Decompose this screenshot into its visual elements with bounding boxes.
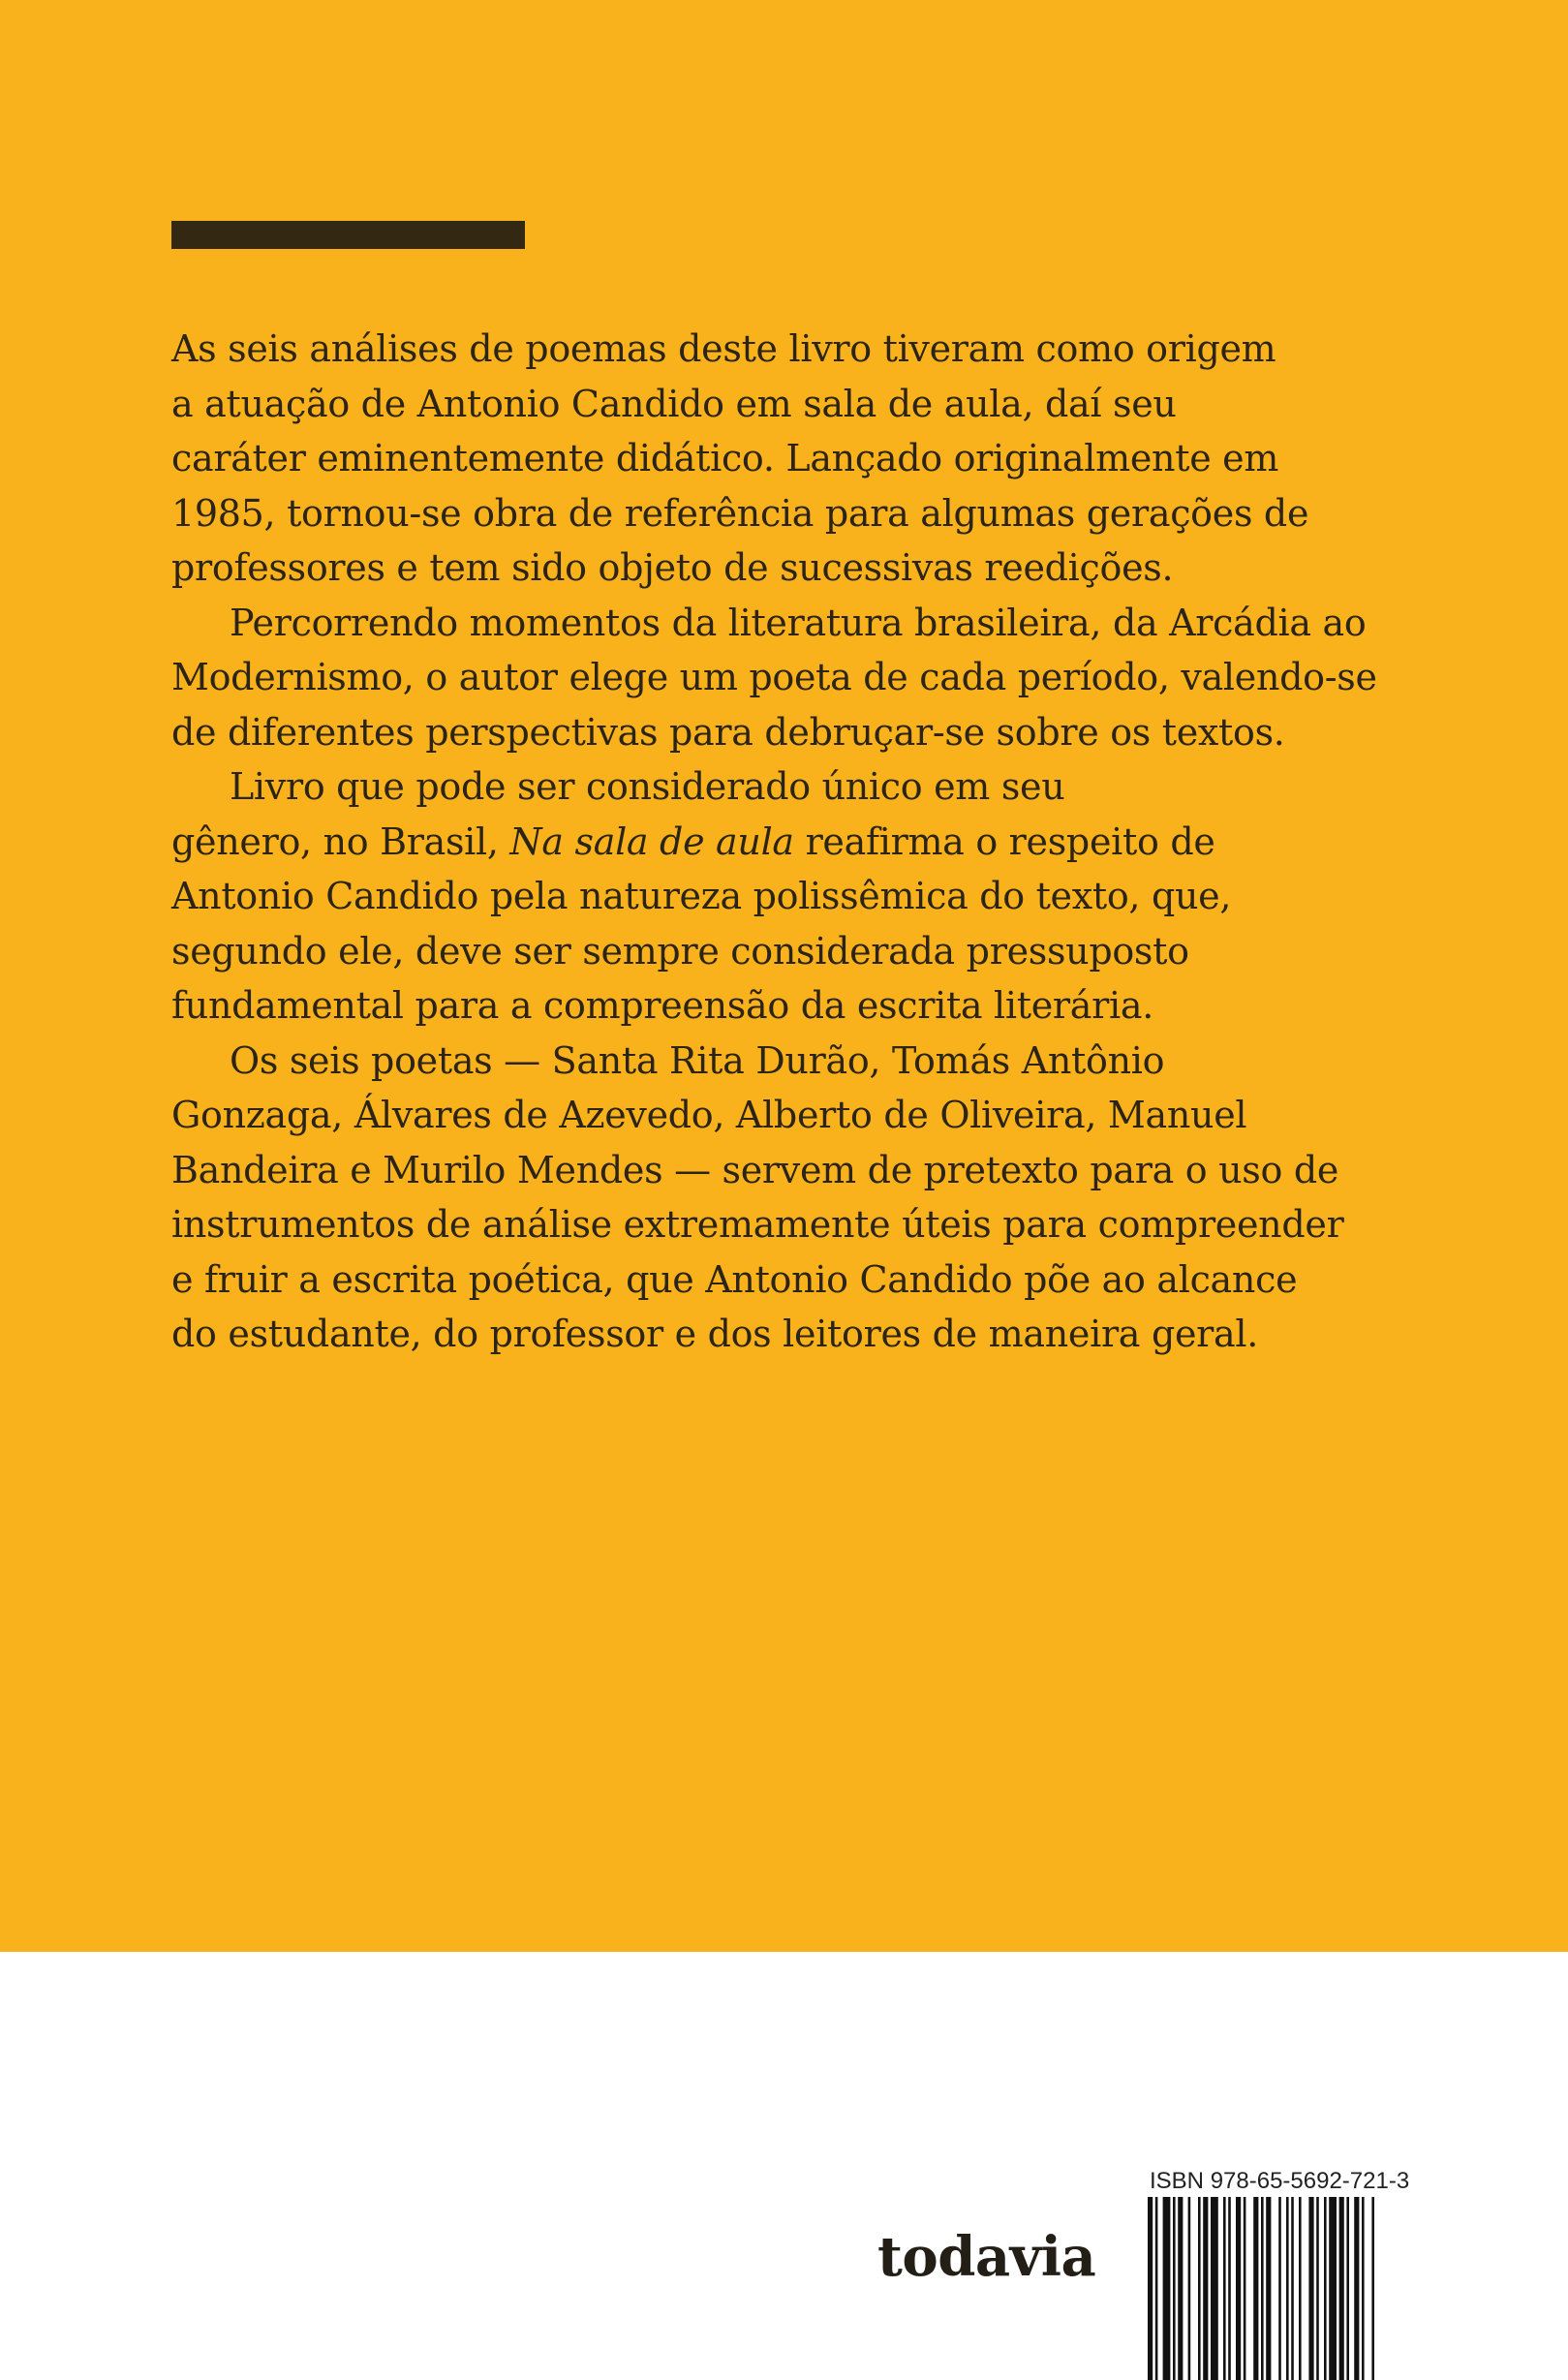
blurb-line: do estudante, do professor e dos leitores de maneira geral. bbox=[171, 1313, 1259, 1355]
blurb-line: Livro que pode ser considerado único em seu bbox=[230, 765, 1065, 808]
blurb-line: Gonzaga, Álvares de Azevedo, Alberto de Oliveira, Manuel bbox=[171, 1094, 1247, 1136]
isbn-prefix: ISBN bbox=[1150, 2168, 1205, 2194]
publisher-logo: todavia bbox=[877, 2225, 1096, 2289]
isbn-label bbox=[1150, 2168, 1409, 2195]
blurb-line-with-title bbox=[171, 815, 1334, 870]
blurb-line: As seis análises de poemas deste livro tiveram como origem bbox=[171, 327, 1276, 370]
back-cover-blurb bbox=[171, 322, 1377, 1362]
blurb-line: a atuação de Antonio Candido em sala de aula, daí seu bbox=[171, 382, 1177, 425]
blurb-line: de diferentes perspectivas para debruçar-se sobre os textos. bbox=[171, 710, 1285, 754]
blurb-line: fundamental para a compreensão da escrita literária. bbox=[171, 984, 1154, 1027]
blurb-line: 1985, tornou-se obra de referência para algumas gerações de bbox=[171, 491, 1309, 535]
book-title: Na sala de aula bbox=[509, 819, 794, 863]
blurb-text: reafirma o respeito de bbox=[805, 819, 1215, 863]
blurb-line: professores e tem sido objeto de sucessivas reedições. bbox=[171, 546, 1174, 589]
blurb-line: Antonio Candido pela natureza polissêmica do texto, que, bbox=[171, 875, 1232, 917]
blurb-line: Modernismo, o autor elege um poeta de cada período, valendo-se bbox=[171, 656, 1377, 698]
isbn-number: 978-65-5692-721-3 bbox=[1210, 2168, 1410, 2194]
blurb-line: instrumentos de análise extremamente úteis para compreender bbox=[171, 1203, 1344, 1246]
blurb-line: Bandeira e Murilo Mendes — servem de pretexto para o uso de bbox=[171, 1148, 1339, 1191]
blurb-line: caráter eminentemente didático. Lançado originalmente em bbox=[171, 437, 1279, 479]
blurb-text: gênero, no Brasil, bbox=[171, 819, 499, 863]
blurb-line: Os seis poetas — Santa Rita Durão, Tomás Antônio bbox=[230, 1038, 1165, 1082]
barcode bbox=[1148, 2197, 1438, 2380]
barcode-bars bbox=[1148, 2197, 1374, 2380]
blurb-line: Percorrendo momentos da literatura brasileira, da Arcádia ao bbox=[230, 601, 1367, 644]
blurb-line: segundo ele, deve ser sempre considerada pressuposto bbox=[171, 929, 1189, 973]
accent-bar bbox=[171, 221, 525, 249]
blurb-line: e fruir a escrita poética, que Antonio Candido põe ao alcance bbox=[171, 1257, 1298, 1301]
